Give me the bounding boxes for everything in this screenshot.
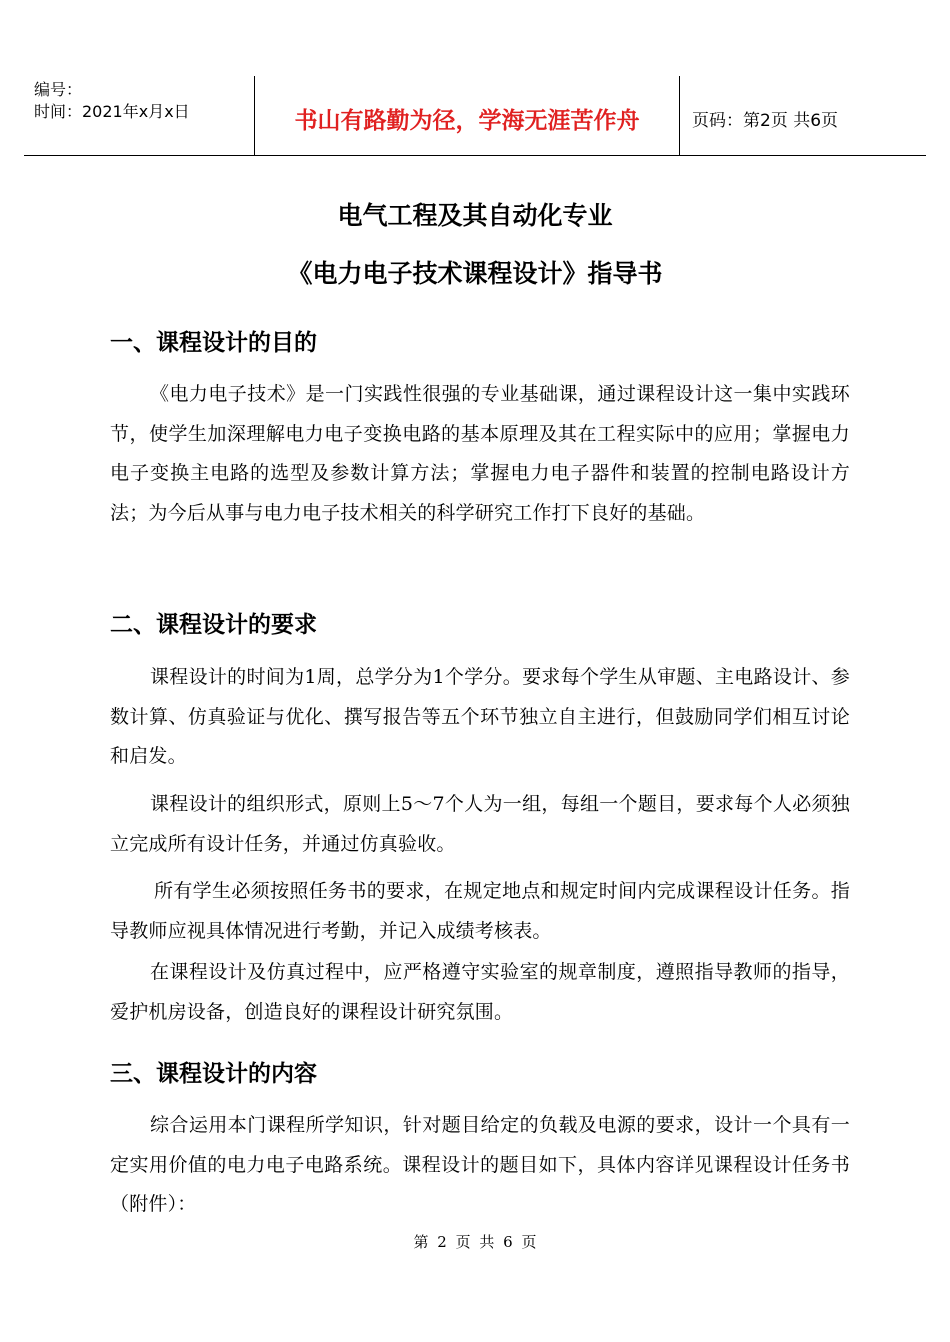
header-motto: 书山有路勤为径，学海无涯苦作舟 bbox=[294, 108, 640, 134]
document-number-label: 编号： bbox=[34, 80, 83, 99]
document-title-line2: 《电力电子技术课程设计》指导书 bbox=[287, 259, 663, 288]
footer-page-number: 第 2 页 共 6 页 bbox=[413, 1233, 537, 1251]
paragraph-requirements-organization: 课程设计的组织形式，原则上5～7个人为一组，每组一个题目，要求每个人必须独立完成所有设计任务，并通过仿真验收。 bbox=[110, 793, 850, 855]
document-date: 时间：2021年x月x日 bbox=[34, 102, 190, 121]
paragraph-purpose: 《电力电子技术》是一门实践性很强的专业基础课，通过课程设计这一集中实践环节，使学生加深理解电力电子变换电路的基本原理及其在工程实际中的应用；掌握电力电子变换主电路的选型及参数计算方法；掌握电力电子器件和装置的控制电路设计方法；为今后从事与电力电子技术相关的科学研究工作打下良好的基础。 bbox=[110, 383, 850, 524]
header-page-info: 页码：第2页 共6页 bbox=[692, 111, 839, 131]
paragraph-requirements-lab-rules: 在课程设计及仿真过程中，应严格遵守实验室的规章制度，遵照指导教师的指导，爱护机房设备，创造良好的课程设计研究氛围。 bbox=[110, 961, 850, 1023]
section-heading-purpose: 一、课程设计的目的 bbox=[110, 330, 317, 356]
section-heading-content: 三、课程设计的内容 bbox=[110, 1061, 317, 1087]
header-right-cell bbox=[680, 76, 926, 156]
paragraph-requirements-attendance: 所有学生必须按照任务书的要求，在规定地点和规定时间内完成课程设计任务。指导教师应视具体情况进行考勤，并记入成绩考核表。 bbox=[110, 880, 850, 942]
document-title-line1: 电气工程及其自动化专业 bbox=[337, 201, 613, 230]
header-left-cell bbox=[24, 76, 254, 156]
paragraph-content: 综合运用本门课程所学知识，针对题目给定的负载及电源的要求，设计一个具有一定实用价值的电力电子电路系统。课程设计的题目如下，具体内容详见课程设计任务书（附件）： bbox=[110, 1114, 850, 1215]
header-center-cell bbox=[254, 76, 680, 156]
section-heading-requirements: 二、课程设计的要求 bbox=[110, 612, 317, 638]
page-header bbox=[24, 76, 926, 156]
paragraph-requirements-time: 课程设计的时间为1周，总学分为1个学分。要求每个学生从审题、主电路设计、参数计算、仿真验证与优化、撰写报告等五个环节独立自主进行，但鼓励同学们相互讨论和启发。 bbox=[110, 666, 850, 767]
